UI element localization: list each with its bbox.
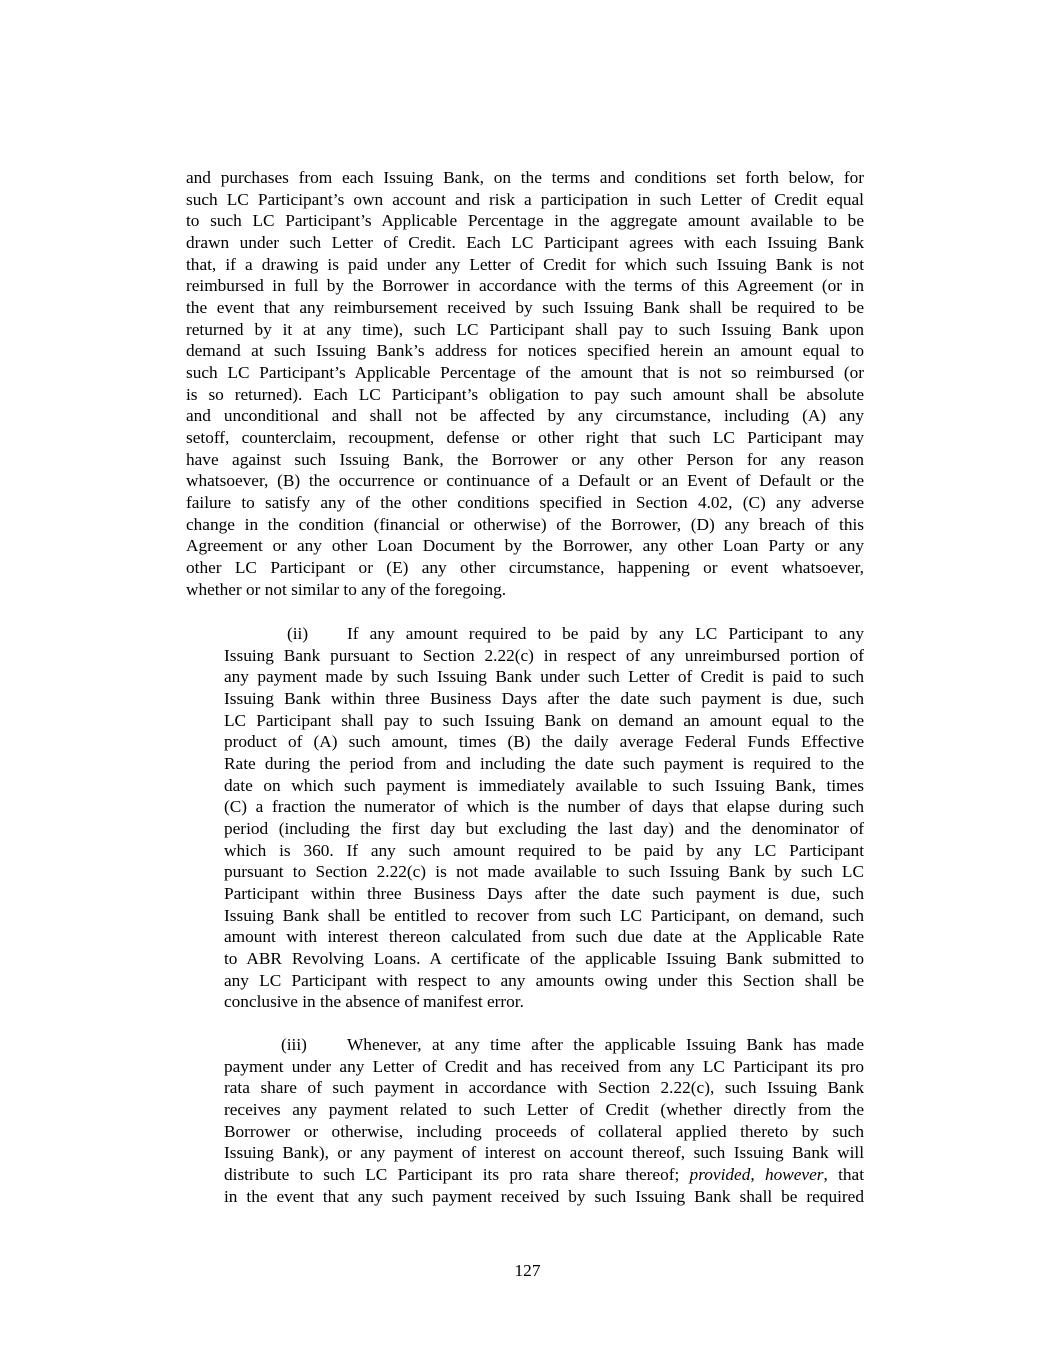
paragraph-line [224, 861, 864, 883]
paragraph-label: (ii) [287, 624, 309, 643]
line-text: and purchases from each Issuing Bank, on the terms and conditions set forth below, for [186, 168, 864, 187]
line-text: the event that any reimbursement received by such Issuing Bank shall be required to be [186, 298, 864, 318]
paragraph-line [224, 991, 864, 1013]
line-text: whatsoever, (B) the occurrence or continuance of a Default or an Event of Default or the [186, 471, 864, 491]
line-text: to ABR Revolving Loans. A certificate of the applicable Issuing Bank submitted to [224, 949, 864, 969]
paragraph-iii [224, 1034, 864, 1207]
paragraph-line [224, 1056, 864, 1078]
line-text: Agreement or any other Loan Document by the Borrower, any other Loan Party or any [186, 536, 864, 556]
paragraph-line [224, 731, 864, 753]
paragraph-line [224, 666, 864, 688]
paragraph-line [224, 926, 864, 948]
line-text: returned by it at any time), such LC Participant shall pay to such Issuing Bank upon [186, 319, 864, 339]
paragraph-line [186, 514, 864, 536]
paragraph-line [224, 753, 864, 775]
line-text: whether or not similar to any of the foregoing. [186, 579, 507, 599]
italic-provided: provided [689, 1165, 751, 1185]
paragraph-line [186, 557, 864, 579]
line-text: demand at such Issuing Bank’s address for notices specified herein an amount equal to [186, 341, 864, 361]
line-text: receives any payment related to such Letter of Credit (whether directly from the [224, 1100, 864, 1120]
line-text: LC Participant shall pay to such Issuing Bank on demand an amount equal to the [224, 710, 864, 730]
line-text: setoff, counterclaim, recoupment, defense or other right that such LC Participant may [186, 428, 864, 448]
line-text: Borrower or otherwise, including proceeds of collateral applied thereto by such [224, 1121, 864, 1141]
line-text: Issuing Bank shall be entitled to recover from such LC Participant, on demand, such [224, 905, 864, 925]
line-text: Issuing Bank pursuant to Section 2.22(c) in respect of any unreimbursed portion of [224, 645, 864, 665]
paragraph-line [224, 623, 864, 645]
line-text: Issuing Bank), or any payment of interest on account thereof, such Issuing Bank will [224, 1143, 864, 1163]
paragraph-line [186, 492, 864, 514]
line-text: Whenever, at any time after the applicable Issuing Bank has made [347, 1035, 864, 1054]
paragraph-line [186, 449, 864, 471]
paragraph-line [224, 1121, 864, 1143]
line-text: and unconditional and shall not be affected by any circumstance, including (A) any [186, 406, 864, 426]
paragraph-line [224, 883, 864, 905]
paragraph-line [224, 1034, 864, 1056]
paragraph-line [224, 710, 864, 732]
paragraph-line [186, 579, 864, 601]
paragraph-line [186, 275, 864, 297]
paragraph-line [224, 775, 864, 797]
paragraph-line [186, 470, 864, 492]
paragraph-line [186, 319, 864, 341]
line-text: (C) a fraction the numerator of which is the number of days that elapse during such [224, 797, 864, 817]
paragraph-line [224, 905, 864, 927]
paragraph-participation [186, 167, 864, 600]
line-text: payment under any Letter of Credit and has received from any LC Participant its pro [224, 1056, 864, 1076]
line-text: that, if a drawing is paid under any Letter of Credit for which such Issuing Bank is not [186, 254, 864, 274]
paragraph-line [224, 948, 864, 970]
line-text: drawn under such Letter of Credit. Each LC Participant agrees with each Issuing Bank [186, 233, 864, 253]
line-text: reimbursed in full by the Borrower in accordance with the terms of this Agreement (or in [186, 276, 864, 296]
italic-however: however [764, 1165, 824, 1185]
line-text: change in the condition (financial or otherwise) of the Borrower, (D) any breach of this [186, 514, 864, 534]
paragraph-label: (iii) [281, 1035, 307, 1054]
paragraph-line [186, 254, 864, 276]
paragraph-line: in the event that any such payment received by such Issuing Bank shall be required [224, 1186, 864, 1206]
line-text: such LC Participant’s own account and risk a participation in such Letter of Credit equal [186, 189, 864, 209]
paragraph-line [186, 232, 864, 254]
paragraph-ii [224, 623, 864, 1013]
paragraph-line [224, 970, 864, 992]
line-text: is so returned). Each LC Participant’s obligation to pay such amount shall be absolute [186, 384, 864, 404]
line-text: rata share of such payment in accordance with Section 2.22(c), such Issuing Bank [224, 1078, 864, 1098]
paragraph-line [224, 1077, 864, 1099]
line-text: date on which such payment is immediately available to such Issuing Bank, times [224, 775, 864, 795]
paragraph-line [186, 427, 864, 449]
line-text: any LC Participant with respect to any amounts owing under this Section shall be [224, 970, 864, 990]
paragraph-line [224, 796, 864, 818]
paragraph-line [186, 340, 864, 362]
line-text: which is 360. If any such amount required to be paid by any LC Participant [224, 840, 864, 860]
paragraph-line [186, 405, 864, 427]
line-text: any payment made by such Issuing Bank under such Letter of Credit is paid to such [224, 667, 864, 687]
paragraph-line [224, 1142, 864, 1164]
line-text: Issuing Bank within three Business Days after the date such payment is due, such [224, 689, 864, 709]
paragraph-line [186, 189, 864, 211]
paragraph-line [186, 210, 864, 232]
line-text: to such LC Participant’s Applicable Percentage in the aggregate amount available to be [186, 211, 864, 231]
line-text: have against such Issuing Bank, the Borrower or any other Person for any reason [186, 449, 864, 469]
paragraph-line [186, 362, 864, 384]
paragraph-line [224, 688, 864, 710]
text-segment: distribute to such LC Participant its pro rata share thereof; [224, 1165, 690, 1185]
text-segment: , that [823, 1165, 865, 1185]
paragraph-line [224, 645, 864, 667]
paragraph-line [224, 1099, 864, 1121]
line-text: pursuant to Section 2.22(c) is not made available to such Issuing Bank by such LC [224, 862, 864, 882]
line-text: other LC Participant or (E) any other circumstance, happening or event whatsoever, [186, 558, 864, 578]
line-text: Participant within three Business Days after the date such payment is due, such [224, 884, 864, 904]
line-text: conclusive in the absence of manifest error. [224, 992, 524, 1012]
line-text: period (including the first day but excluding the last day) and the denominator of [224, 819, 864, 839]
page-number: 127 [514, 1261, 541, 1280]
paragraph-line [186, 297, 864, 319]
line-text: amount with interest thereon calculated from such due date at the Applicable Rate [224, 927, 864, 947]
paragraph-line [186, 167, 864, 189]
text-segment: , [750, 1165, 765, 1185]
paragraph-line [224, 840, 864, 862]
paragraph-line [186, 384, 864, 406]
line-text: Rate during the period from and including the date such payment is required to the [224, 754, 864, 774]
paragraph-line [224, 818, 864, 840]
line-text: product of (A) such amount, times (B) the daily average Federal Funds Effective [224, 732, 864, 752]
line-text: If any amount required to be paid by any LC Participant to any [347, 624, 864, 643]
line-text: failure to satisfy any of the other conditions specified in Section 4.02, (C) any adverse [186, 493, 864, 513]
paragraph-line [224, 1164, 864, 1186]
paragraph-line [186, 535, 864, 557]
line-text: such LC Participant’s Applicable Percentage of the amount that is not so reimbursed (or [186, 363, 864, 383]
